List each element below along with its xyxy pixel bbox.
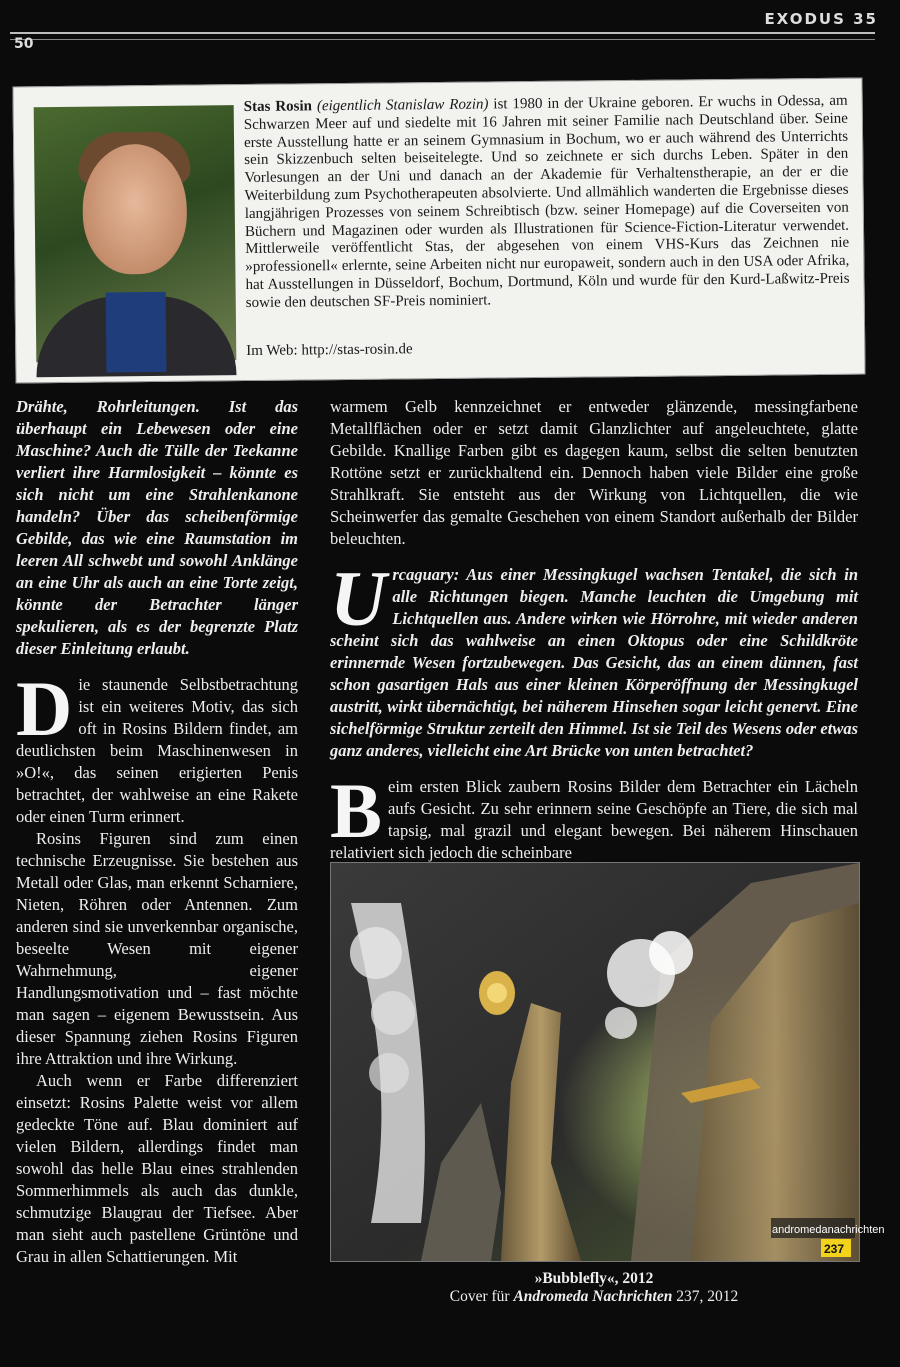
paragraph-text: eim ersten Blick zaubern Rosins Bilder dem Betrachter ein Lächeln aufs Gesicht. Zu sehr erinnern seine Geschöpfe an Tiere, die sich mal tapsig, mal grazil und elegant bewegen. Bei näherem Hinschauen relativiert sich jedoch die scheinbare: [330, 777, 858, 862]
artwork-credit: [330, 1288, 858, 1306]
body-paragraph-3: Auch wenn er Farbe differenziert einsetzt: Rosins Palette weist vor allem gedeckte Töne auf. Blau dominiert auf vielen Bildern, allerdings findet man sowohl das helle Blau eines strahlenden Sommerhimmels als auch das dunkle, schmutzige Blaugrau der Tiefsee. Aber man sieht auch pastellene Grüntöne und Grau in allen Schattierungen. Mit: [16, 1071, 298, 1266]
author-web-link[interactable]: Im Web: http://stas-rosin.de: [246, 341, 413, 360]
artwork-caption: [330, 1270, 858, 1306]
paragraph-text: rcaguary: Aus einer Messingkugel wachsen Tentakel, die sich in alle Richtungen biegen. Manche leuchten die Umgebung mit Lichtquellen aus. Andere wirken wie Hörrohre, mit wieder anderen scheint sich das wahlweise an einen Oktopus oder eine Schildkröte erinnernde Wesen fortzubewegen. Das Gesicht, das an einem dünnen, fast schon gasartigen Hals aus einer kleinen Körperöffnung der Messingkugel austritt, wirkt übernächtigt, bei näherem Hinsehen sogar leicht genervt. Eine sichelförmige Struktur zerteilt den Himmel. Ist sie Teil des Wesens oder etwas ganz anderes, vielleicht eine Art Brücke von unten betrachtet?: [330, 565, 858, 760]
cover-issue-number: 237: [824, 1242, 845, 1256]
magazine-title: EXODUS 35: [764, 10, 878, 28]
body-paragraph-4: warmem Gelb kennzeichnet er entweder glänzende, messingfarbene Metallflächen oder er setzt damit Glanzlichter auf angeleuchtete, glatte Gebilde. Knallige Farben gibt es dagegen kaum, selbst die selten benutzten Rottöne setzt er zurückhaltend ein. Dennoch haben viele Bilder eine große Strahlkraft. Sie entsteht aus der Wirkung von Lichtquellen, die wie Scheinwerfer das gemalte Geschehen von einem Standort außerhalb der Bilder beleuchten.: [330, 397, 858, 548]
credit-suffix: 237, 2012: [672, 1288, 739, 1305]
credit-publication: Andromeda Nachrichten: [513, 1288, 673, 1305]
urcaguary-paragraph: [330, 555, 858, 762]
paragraph-text: ie staunende Selbstbetrachtung ist ein weiteres Motiv, das sich oft in Rosins Bildern findet, am deutlichsten beim Maschinenwesen in »O!«, das seinen erigierten Penis betrachtet, der wahlweise an eine Rakete oder einen Turm erinnert.: [16, 675, 298, 826]
author-photo: [34, 105, 237, 362]
drop-cap-b: B: [330, 767, 383, 854]
header-rule: [10, 32, 875, 40]
author-bio-box: [12, 78, 865, 384]
right-column: [330, 396, 858, 864]
bubblefly-artwork: [330, 862, 885, 1262]
author-bio-body: ist 1980 in der Ukraine geboren. Er wuchs in Odessa, am Schwarzen Meer auf und siedelte mit 16 Jahren mit seiner Familie nach Deutschland über. Seine erste Ausstellung hatte er an seinem Gymnasium in Bochum, wo er auch während des Unterrichts sein Skizzenbuch selten beiseitelegte. Und so zeichnete er sich durchs Leben. Später in den Vorlesungen an der Uni und danach an der Akademie für Verhaltenstherapie, an der er die Weiterbildung zum Psychotherapeuten absolvierte. Und allmählich wanderten die Ergebnisse dieses langjährigen Prozesses von seinem Schreibtisch (bzw. seiner Homepage) auf die Coverseiten von Büchern und Magazinen oder wurden als Illustrationen für Science-Fiction-Literatur verwendet. Mittlerweile veröffentlicht Stas, der abgesehen von einem VHS-Kurs das Zeichnen nie »professionell« erlernte, seine Arbeiten nicht nur europaweit, sondern auch in den USA oder Afrika, hat Ausstellungen in Düsseldorf, Bochum, Dortmund, Köln und wurde für den Kurd-Laßwitz-Preis sowie den deutschen SF-Preis nominiert.: [243, 92, 850, 311]
body-paragraph-1: [16, 665, 298, 828]
author-name-note: (eigentlich Stanislaw Rozin): [316, 96, 489, 115]
cover-logo: andromedanachrichten: [772, 1224, 885, 1236]
author-bio-text: [244, 93, 850, 313]
artwork-illustration: [331, 863, 885, 1261]
author-name: Stas Rosin: [243, 98, 313, 116]
page-header: [0, 0, 900, 58]
page-number: 50: [14, 36, 34, 52]
body-paragraph-2: Rosins Figuren sind zum einen technische Erzeugnisse. Sie bestehen aus Metall oder Glas, man erkennt Scharniere, Nieten, Röhren oder Antennen. Zum anderen sind sie unverkennbar organische, beseelte Wesen mit eigener Wahrnehmung, eigener Handlungsmotivation und – fast möchte man sagen – eigenem Bewusstsein. Aus dieser Spannung ziehen Rosins Figuren ihre Attraktion und ihre Wirkung.: [16, 829, 298, 1068]
drop-cap-d: D: [16, 665, 73, 752]
artwork-title: »Bubblefly«, 2012: [534, 1270, 654, 1287]
intro-paragraph: Drähte, Rohrleitungen. Ist das überhaupt ein Lebewesen oder eine Maschine? Auch die Tülle der Teekanne verliert ihre Harmlosigkeit – könnte es sich nicht um eine Strahlenkanone handeln? Über das scheibenförmige Gebilde, das wie eine Raumstation im leeren All schwebt und sowohl Anklänge an eine Uhr als auch an eine Torte zeigt, könnte der Betrachter länger spekulieren, als es der begrenzte Platz dieser Einleitung erlaubt.: [16, 397, 298, 658]
left-column: [16, 396, 298, 1268]
body-paragraph-5: [330, 767, 858, 864]
drop-cap-u: U: [330, 555, 387, 642]
credit-prefix: Cover für: [449, 1288, 514, 1305]
